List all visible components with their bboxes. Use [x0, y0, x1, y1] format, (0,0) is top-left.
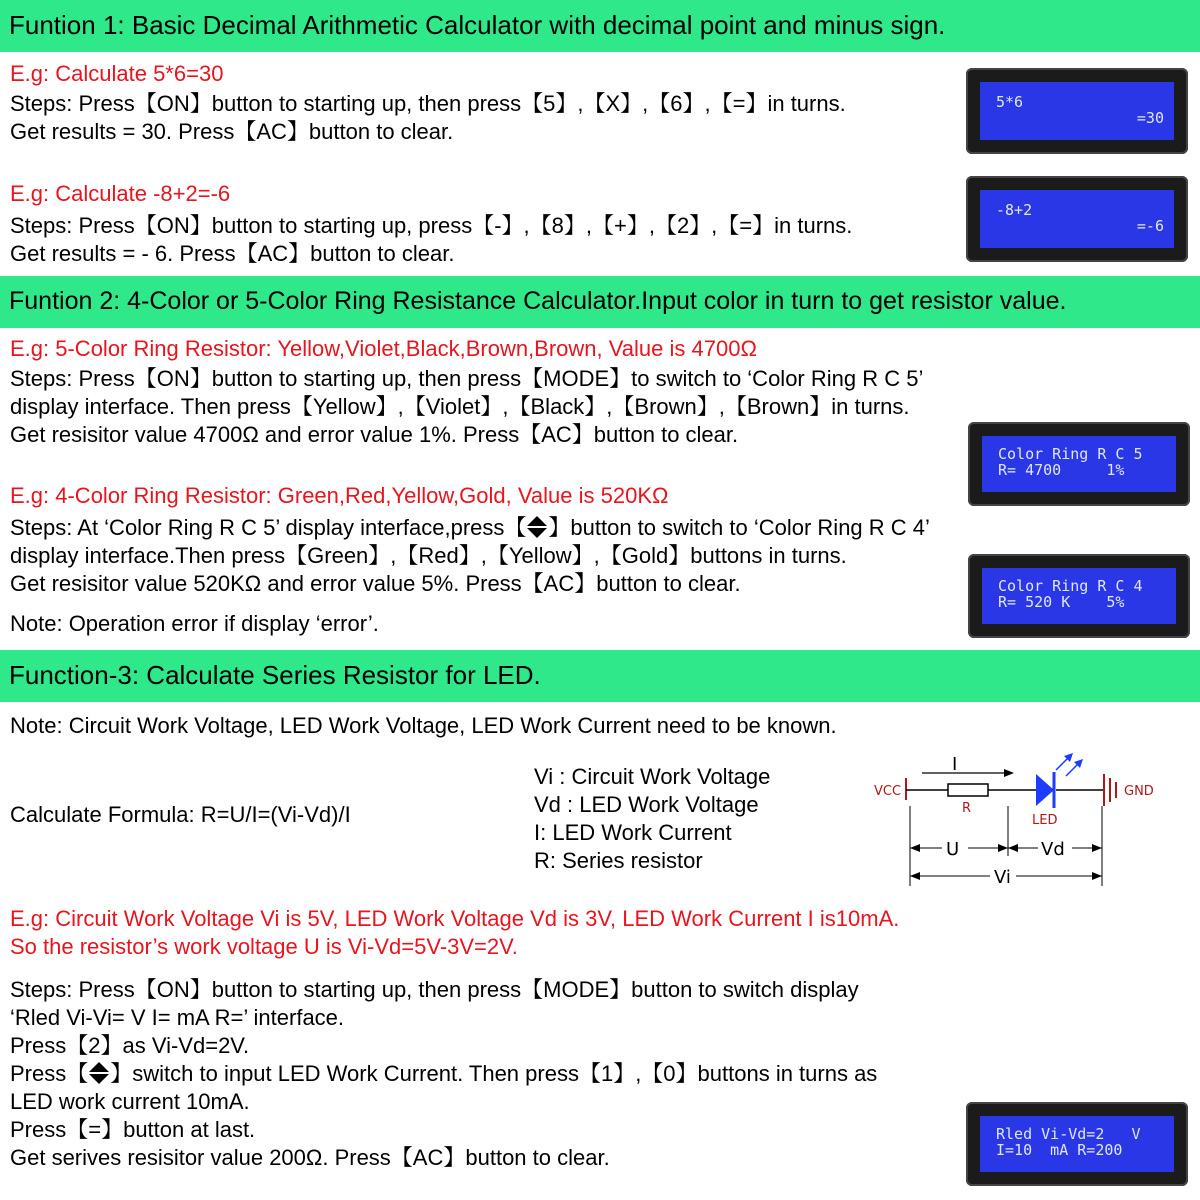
lcd-display-f2-ex2 [968, 554, 1190, 638]
vi-label: Vi [994, 867, 1011, 888]
lcd-line2: =-6 [1136, 217, 1164, 235]
f1-ex2-step1: Steps: Press【ON】button to starting up, press【-】,【8】,【+】,【2】,【=】in turns. [10, 213, 853, 238]
f2-ex2-step1-part1: Steps: At ‘Color Ring R C 5’ display interface,press【 [10, 515, 527, 540]
f3-note: Note: Circuit Work Voltage, LED Work Voltage, LED Work Current need to be known. [10, 713, 837, 738]
f2-ex1-heading: E.g: 5-Color Ring Resistor: Yellow,Violet,Black,Brown,Brown, Value is 4700Ω [10, 336, 757, 361]
function2-title: Funtion 2: 4-Color or 5-Color Ring Resistance Calculator.Input color in turn to get resistor value. [9, 287, 1067, 315]
function1-banner [0, 0, 1200, 52]
function3-title: Function-3: Calculate Series Resistor for LED. [9, 660, 541, 690]
lcd-line2: R= 4700 1% [998, 461, 1125, 479]
led-symbol [1036, 774, 1054, 806]
f3-example-line1: E.g: Circuit Work Voltage Vi is 5V, LED Work Voltage Vd is 3V, LED Work Current I is10mA. [10, 906, 900, 931]
function3-banner [0, 650, 1200, 702]
f3-step4-part2: 】switch to input LED Work Current. Then press【1】,【0】buttons in turns as [110, 1061, 878, 1086]
function1-title: Funtion 1: Basic Decimal Arithmetic Calculator with decimal point and minus sign. [9, 10, 946, 40]
lcd-line2: =30 [1136, 109, 1164, 127]
f3-step7: Get serives resisitor value 200Ω. Press【AC】button to clear. [10, 1145, 610, 1170]
lcd-display-f2-ex1 [968, 422, 1190, 506]
f3-step3: Press【2】as Vi-Vd=2V. [10, 1033, 250, 1058]
function2-banner [0, 276, 1200, 328]
f1-ex1-heading: E.g: Calculate 5*6=30 [10, 61, 224, 86]
u-label: U [946, 839, 960, 860]
f2-ex2-step3: Get resisitor value 520KΩ and error value 5%. Press【AC】button to clear. [10, 571, 741, 596]
lcd-line1: -8+2 [996, 201, 1033, 219]
f2-ex2-heading: E.g: 4-Color Ring Resistor: Green,Red,Yellow,Gold, Value is 520KΩ [10, 483, 669, 508]
f3-formula: Calculate Formula: R=U/I=(Vi-Vd)/I [10, 802, 351, 827]
f2-ex2-step2: display interface.Then press【Green】,【Red】,【Yellow】,【Gold】buttons in turns. [10, 543, 847, 568]
f2-ex2-step1-part2: 】button to switch to ‘Color Ring R C 4’ [548, 515, 930, 540]
vcc-label: VCC [874, 784, 902, 799]
legend-i: I: LED Work Current [534, 820, 732, 845]
lcd-line2: R= 520 K 5% [998, 593, 1125, 611]
lcd-display-f1-ex1 [966, 68, 1188, 154]
lcd-line1: Color Ring R C 5 [998, 445, 1143, 463]
f3-step6: Press【=】button at last. [10, 1117, 256, 1142]
legend-vi: Vi : Circuit Work Voltage [534, 764, 771, 789]
lcd-display-f3 [966, 1102, 1188, 1186]
lcd-line1: 5*6 [996, 93, 1024, 111]
f2-ex1-step3: Get resisitor value 4700Ω and error value 1%. Press【AC】button to clear. [10, 422, 739, 447]
vd-label: Vd [1041, 839, 1065, 860]
f1-ex1-step2: Get results = 30. Press【AC】button to clear. [10, 119, 454, 144]
lcd-line1: Color Ring R C 4 [998, 577, 1143, 595]
f2-ex1-step1: Steps: Press【ON】button to starting up, then press【MODE】to switch to ‘Color Ring R C 5’ [10, 366, 924, 391]
current-label: I [952, 754, 958, 775]
f2-note: Note: Operation error if display ‘error’. [10, 611, 379, 636]
f1-ex2-step2: Get results = - 6. Press【AC】button to clear. [10, 241, 455, 266]
legend-r: R: Series resistor [534, 848, 703, 873]
f3-step5: LED work current 10mA. [10, 1089, 250, 1114]
f3-step4-part1: Press【 [10, 1061, 89, 1086]
led-label: LED [1032, 813, 1058, 828]
f1-ex2-heading: E.g: Calculate -8+2=-6 [10, 181, 231, 206]
f3-step1: Steps: Press【ON】button to starting up, then press【MODE】button to switch display [10, 977, 859, 1002]
f3-example-line2: So the resistor’s work voltage U is Vi-Vd=5V-3V=2V. [10, 934, 518, 959]
resistor-label: R [962, 801, 972, 816]
led-circuit-diagram [866, 748, 1166, 890]
gnd-label: GND [1124, 784, 1154, 799]
f1-ex1-step1: Steps: Press【ON】button to starting up, then press【5】,【X】,【6】,【=】in turns. [10, 91, 846, 116]
legend-vd: Vd : LED Work Voltage [534, 792, 759, 817]
f3-step2: ‘Rled Vi-Vi= V I= mA R=’ interface. [10, 1005, 345, 1030]
resistor-symbol [948, 784, 988, 796]
lcd-line1: Rled Vi-Vd=2 V [996, 1125, 1141, 1143]
lcd-line2: I=10 mA R=200 [996, 1141, 1123, 1159]
f2-ex1-step2: display interface. Then press【Yellow】,【Violet】,【Black】,【Brown】,【Brown】in turns. [10, 394, 910, 419]
lcd-display-f1-ex2 [966, 176, 1188, 262]
